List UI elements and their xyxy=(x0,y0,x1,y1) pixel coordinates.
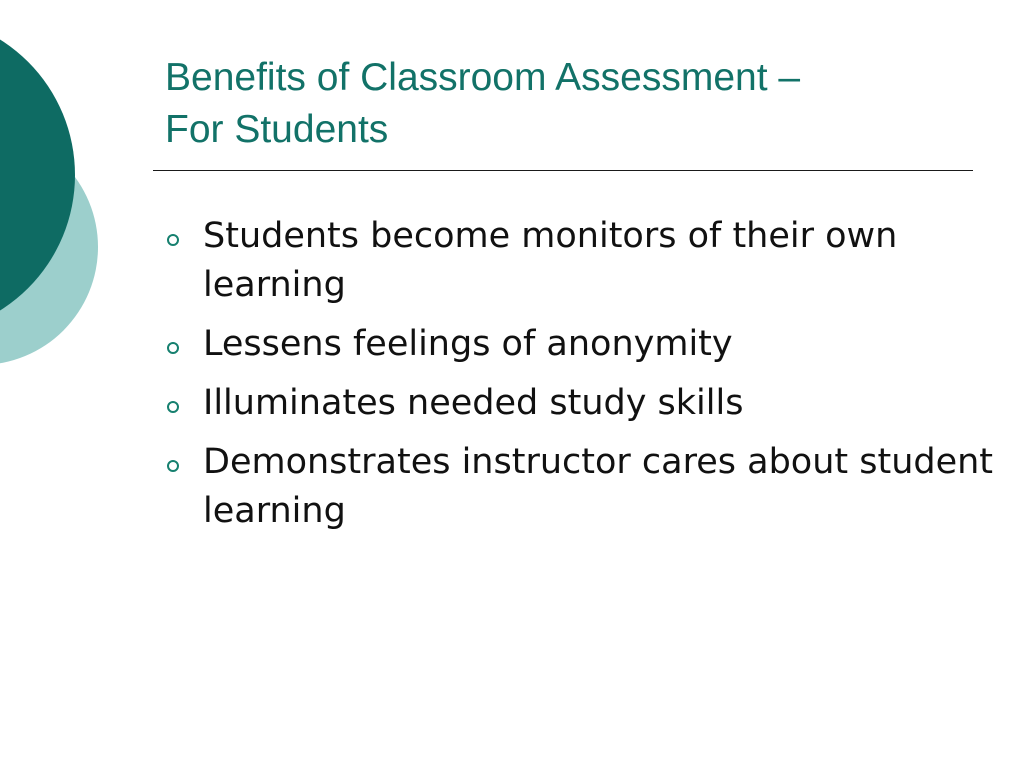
bullet-item xyxy=(165,438,995,536)
hollow-circle-bullet-icon xyxy=(167,234,179,246)
slide-title-line-1: Benefits of Classroom Assessment – xyxy=(165,56,801,99)
bullet-item xyxy=(165,320,995,369)
hollow-circle-bullet-icon xyxy=(167,401,179,413)
bullet-item xyxy=(165,379,995,428)
bullet-text: Students become monitors of their own learning xyxy=(203,216,898,305)
bullet-text: Lessens feelings of anonymity xyxy=(203,324,733,364)
slide-title xyxy=(165,52,965,156)
bullet-list xyxy=(165,212,995,546)
slide-title-line-2: For Students xyxy=(165,108,389,151)
hollow-circle-bullet-icon xyxy=(167,342,179,354)
bullet-item xyxy=(165,212,995,310)
title-divider xyxy=(153,170,973,171)
bullet-text: Illuminates needed study skills xyxy=(203,383,744,423)
hollow-circle-bullet-icon xyxy=(167,460,179,472)
bullet-text: Demonstrates instructor cares about student learning xyxy=(203,442,994,531)
decorative-circles xyxy=(0,0,120,420)
